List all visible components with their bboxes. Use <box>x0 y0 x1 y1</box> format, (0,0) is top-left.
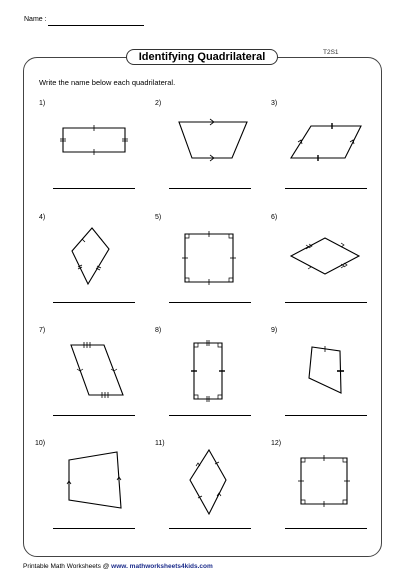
problem-number: 7) <box>39 327 46 334</box>
problem-11 <box>155 440 275 550</box>
problem-number: 8) <box>155 327 162 334</box>
problem-number: 5) <box>155 214 162 221</box>
problem-4 <box>39 214 162 324</box>
answer-line[interactable] <box>169 188 251 189</box>
footer-prefix: Printable Math Worksheets @ <box>23 563 110 570</box>
answer-line[interactable] <box>53 302 135 303</box>
footer <box>23 563 213 570</box>
name-label: Name : <box>24 16 47 23</box>
problem-number: 12) <box>271 440 282 447</box>
answer-line[interactable] <box>169 415 251 416</box>
problem-6 <box>271 214 391 324</box>
problem-number: 1) <box>39 100 46 107</box>
problem-7 <box>39 327 162 437</box>
answer-line[interactable] <box>53 415 135 416</box>
answer-line[interactable] <box>53 528 135 529</box>
quadrilateral-shape <box>271 327 391 419</box>
problem-number: 10) <box>35 440 46 447</box>
answer-line[interactable] <box>285 302 367 303</box>
trapezoid-shape <box>35 440 159 532</box>
problem-2 <box>155 100 278 210</box>
problem-5 <box>155 214 278 324</box>
problem-3 <box>271 100 391 210</box>
square-shape <box>271 440 391 532</box>
problem-number: 2) <box>155 100 162 107</box>
problem-10 <box>35 440 155 550</box>
trapezoid-shape <box>155 100 278 192</box>
parallelogram-shape <box>271 100 391 192</box>
square-shape <box>155 214 278 306</box>
problem-9 <box>271 327 391 437</box>
parallelogram-shape <box>39 327 162 419</box>
kite-shape <box>39 214 162 306</box>
instructions: Write the name below each quadrilateral. <box>39 78 176 87</box>
problem-number: 6) <box>271 214 278 221</box>
rhombus-shape <box>271 214 391 306</box>
answer-line[interactable] <box>169 302 251 303</box>
answer-line[interactable] <box>285 415 367 416</box>
problem-number: 9) <box>271 327 278 334</box>
problem-1 <box>39 100 162 210</box>
problem-12 <box>271 440 391 550</box>
name-field-line[interactable] <box>48 25 144 26</box>
worksheet-title: Identifying Quadrilateral <box>126 49 278 65</box>
footer-site-link[interactable]: www. mathworksheets4kids.com <box>111 563 213 570</box>
rhombus-shape <box>155 440 275 532</box>
problem-number: 11) <box>155 440 165 447</box>
worksheet-code: T2S1 <box>323 49 339 56</box>
answer-line[interactable] <box>53 188 135 189</box>
rectangle-shape <box>39 100 162 192</box>
answer-line[interactable] <box>285 188 367 189</box>
problem-8 <box>155 327 278 437</box>
answer-line[interactable] <box>169 528 251 529</box>
answer-line[interactable] <box>285 528 367 529</box>
problem-number: 3) <box>271 100 278 107</box>
problem-number: 4) <box>39 214 46 221</box>
rectangle-shape <box>155 327 278 419</box>
